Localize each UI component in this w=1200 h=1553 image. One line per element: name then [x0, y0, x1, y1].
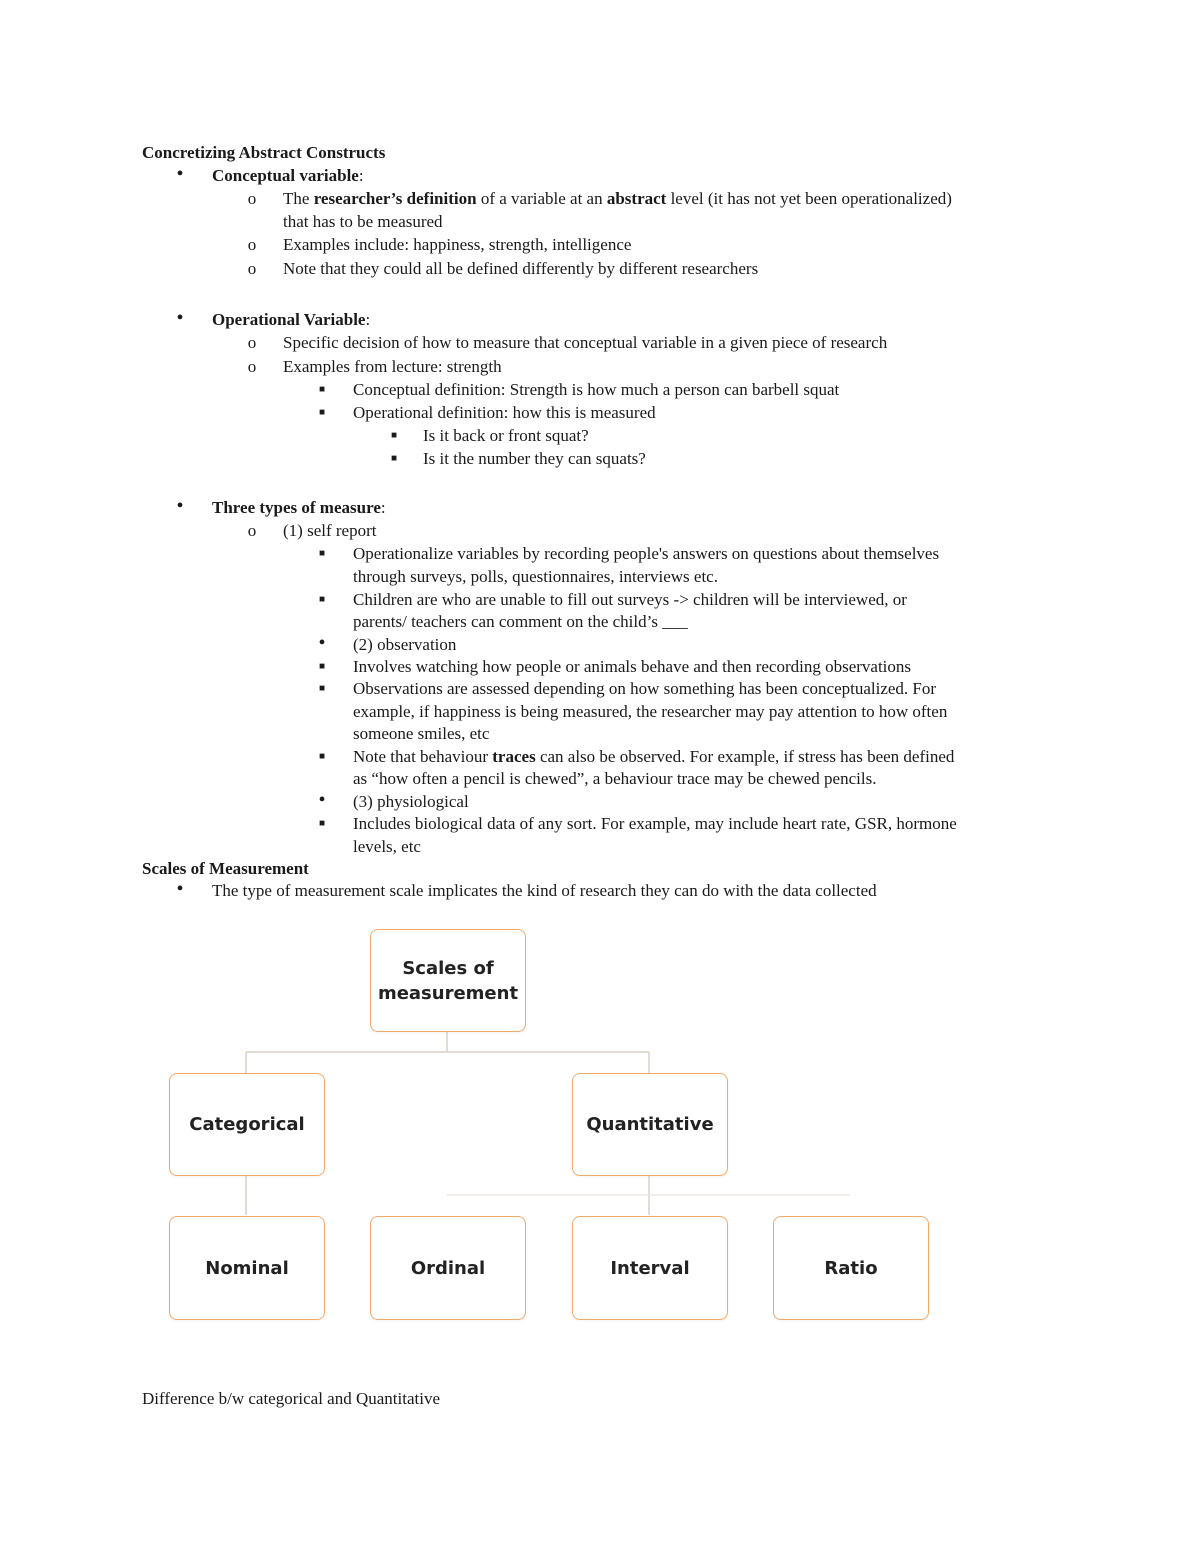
operational-item: Examples from lecture: strength — [283, 357, 502, 376]
operational-item: Specific decision of how to measure that conceptual variable in a given piece of research — [283, 333, 888, 352]
text: of a variable at an — [476, 189, 607, 208]
text: The — [283, 189, 314, 208]
colon: : — [358, 166, 364, 185]
types-sub-item-traces — [353, 746, 954, 768]
interval-label: Interval — [610, 1257, 690, 1279]
text: level (it has not yet been operationalized) — [666, 189, 952, 208]
types-sub-item-physiological: (3) physiological — [353, 792, 469, 811]
diagram-box-ordinal — [370, 1216, 526, 1320]
bullet-o: o — [247, 259, 257, 278]
operational-subsub-item: Is it back or front squat? — [423, 426, 589, 445]
conceptual-definition-item — [283, 188, 952, 210]
bullet-square: ■ — [318, 384, 326, 395]
bullet-square: ■ — [318, 548, 326, 559]
three-types-heading — [212, 497, 386, 519]
conceptual-examples-item: Examples include: happiness, strength, intelligence — [283, 235, 632, 254]
operational-label: Operational Variable — [212, 310, 366, 329]
types-sub-continuation: levels, etc — [353, 837, 421, 856]
section-title-scales: Scales of Measurement — [142, 859, 309, 878]
diagram-box-categorical — [169, 1073, 325, 1176]
types-sub-item: Includes biological data of any sort. For example, may include heart rate, GSR, hormone — [353, 814, 957, 833]
bullet-square: ■ — [318, 594, 326, 605]
text: can also be observed. For example, if stress has been defined — [535, 747, 955, 766]
conceptual-variable-heading — [212, 165, 364, 187]
diagram-box-root — [370, 929, 526, 1032]
bullet-dot: • — [176, 878, 184, 900]
quantitative-label: Quantitative — [586, 1114, 714, 1135]
types-sub-continuation: parents/ teachers can comment on the child’s ___ — [353, 612, 688, 631]
ordinal-label: Ordinal — [410, 1257, 486, 1279]
types-label: Three types of measure — [212, 498, 381, 517]
categorical-label: Categorical — [189, 1114, 305, 1135]
text: Note that behaviour — [353, 747, 493, 766]
conceptual-note-item: Note that they could all be defined differently by different researchers — [283, 259, 759, 278]
bullet-o: o — [247, 333, 257, 352]
types-sub-item: Observations are assessed depending on how something has been conceptualized. For — [353, 679, 937, 698]
types-sub-item-observation: (2) observation — [353, 635, 457, 654]
types-sub-continuation: example, if happiness is being measured, the researcher may pay attention to how often — [353, 702, 948, 721]
conceptual-label: Conceptual variable — [212, 166, 359, 185]
text-bold: researcher’s definition — [313, 189, 477, 208]
text-bold: traces — [492, 747, 536, 766]
operational-subsub-item: Is it the number they can squats? — [423, 449, 646, 468]
bullet-o: o — [247, 521, 257, 540]
bullet-dot: • — [176, 307, 184, 329]
bullet-dot: • — [176, 163, 184, 185]
colon: : — [365, 310, 371, 329]
bullet-square: ■ — [318, 661, 326, 672]
bullet-o: o — [247, 357, 257, 376]
types-sub-continuation: through surveys, polls, questionnaires, interviews etc. — [353, 567, 718, 586]
bullet-square: ■ — [318, 818, 326, 829]
nominal-label: Nominal — [205, 1257, 289, 1279]
bullet-square: ■ — [390, 430, 398, 441]
text-bold: abstract — [606, 189, 667, 208]
types-sub-continuation: someone smiles, etc — [353, 724, 490, 743]
bullet-square: ■ — [318, 683, 326, 694]
operational-sub-item: Conceptual definition: Strength is how much a person can barbell squat — [353, 380, 840, 399]
conceptual-definition-continuation: that has to be measured — [283, 212, 443, 231]
section-title-concretizing: Concretizing Abstract Constructs — [142, 143, 386, 162]
bullet-o: o — [247, 189, 257, 208]
bullet-square: ■ — [390, 453, 398, 464]
bullet-dot: • — [318, 789, 326, 811]
bullet-dot: • — [318, 632, 326, 654]
scales-bullet: The type of measurement scale implicates the kind of research they can do with the data collected — [212, 881, 877, 900]
ratio-label: Ratio — [824, 1257, 878, 1279]
types-sub-item: Operationalize variables by recording people's answers on questions about themselves — [353, 544, 940, 563]
bullet-o: o — [247, 235, 257, 254]
root-label-line2: measurement — [377, 982, 519, 1004]
diagram-box-nominal — [169, 1216, 325, 1320]
operational-variable-heading — [212, 309, 370, 331]
operational-sub-item: Operational definition: how this is measured — [353, 403, 656, 422]
root-label-line1: Scales of — [402, 957, 494, 979]
diagram-box-interval — [572, 1216, 728, 1320]
diagram-box-ratio — [773, 1216, 929, 1320]
colon: : — [380, 498, 386, 517]
diagram-box-quantitative — [572, 1073, 728, 1176]
difference-note: Difference b/w categorical and Quantitative — [142, 1389, 440, 1408]
types-sub-item: Children are who are unable to fill out surveys -> children will be interviewed, or — [353, 590, 907, 609]
bullet-dot: • — [176, 495, 184, 517]
types-sub-continuation: as “how often a pencil is chewed”, a behaviour trace may be chewed pencils. — [353, 769, 877, 788]
bullet-square: ■ — [318, 407, 326, 418]
bullet-square: ■ — [318, 751, 326, 762]
types-sub-item: Involves watching how people or animals behave and then recording observations — [353, 657, 912, 676]
types-item-self-report: (1) self report — [283, 521, 377, 540]
